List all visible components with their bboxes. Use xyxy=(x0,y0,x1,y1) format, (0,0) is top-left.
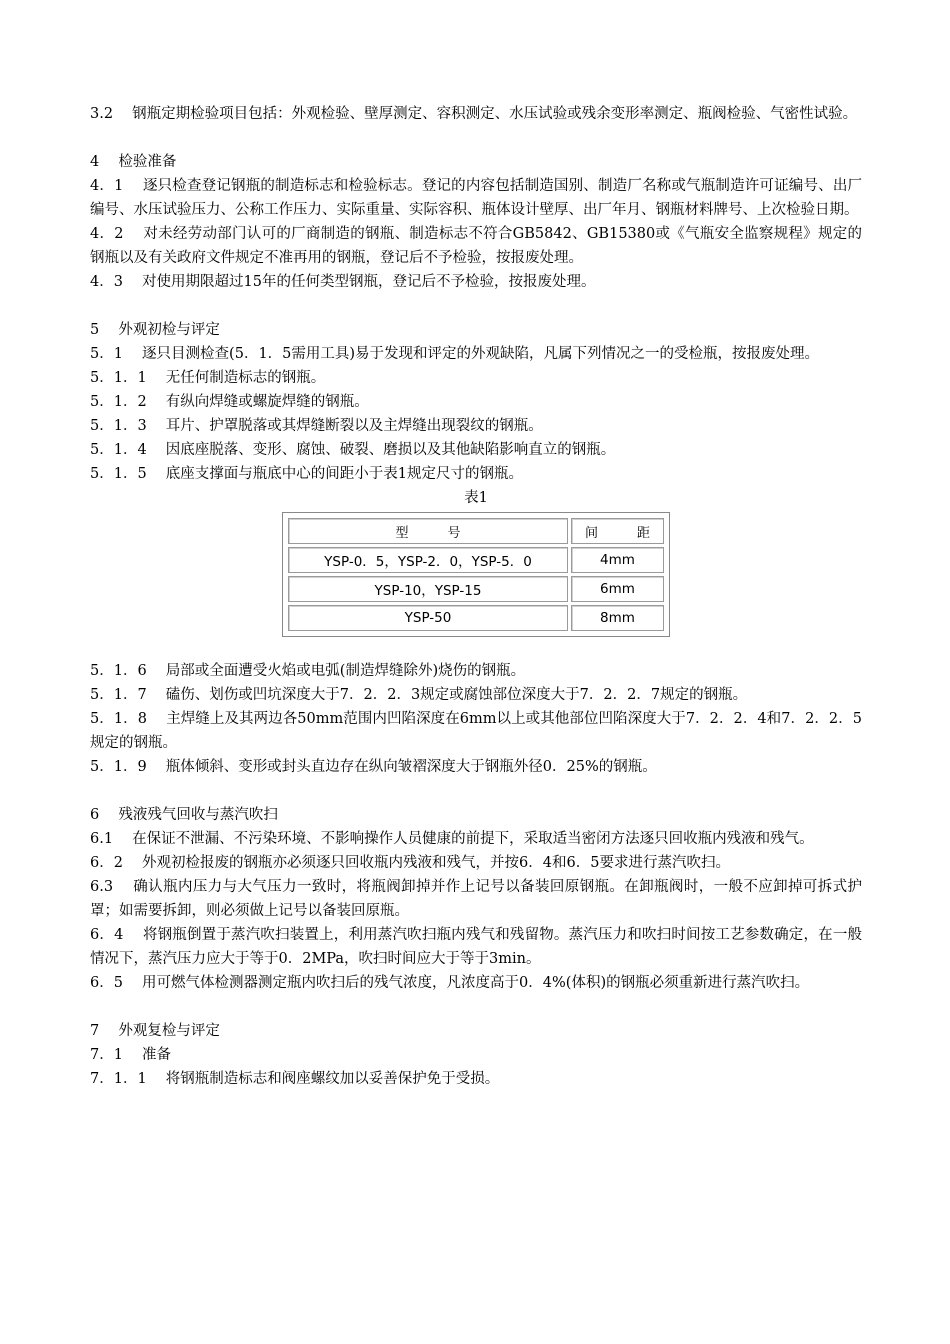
table-row xyxy=(288,576,664,602)
paragraph: 6．5 用可燃气体检测器测定瓶内吹扫后的残气浓度，凡浓度高于0．4%(体积)的钢瓶必须重新进行蒸汽吹扫。 xyxy=(90,975,810,991)
spacer xyxy=(90,779,862,803)
spacer xyxy=(90,294,862,318)
paragraph: 5．1．2 有纵向焊缝或螺旋焊缝的钢瓶。 xyxy=(90,394,369,410)
section-heading: 6 残液残气回收与蒸汽吹扫 xyxy=(90,807,278,823)
paragraph: 5．1．4 因底座脱落、变形、腐蚀、破裂、磨损以及其他缺陷影响直立的钢瓶。 xyxy=(90,442,616,458)
table-caption: 表1 xyxy=(464,490,488,506)
paragraph: 6．4 将钢瓶倒置于蒸汽吹扫装置上，利用蒸汽吹扫瓶内残气和残留物。蒸汽压力和吹扫时间按工艺参数确定，在一般情况下，蒸汽压力应大于等于0．2MPa，吹扫时间应大于等于3min。 xyxy=(90,927,862,967)
cell-gap: 6mm xyxy=(571,576,664,602)
section-heading: 7 外观复检与评定 xyxy=(90,1023,220,1039)
cell-model: YSP-0．5，YSP-2．0，YSP-5．0 xyxy=(288,547,568,573)
cell-gap: 4mm xyxy=(571,547,664,573)
paragraph: 6.1 在保证不泄漏、不污染环境、不影响操作人员健康的前提下，采取适当密闭方法逐只回收瓶内残液和残气。 xyxy=(90,831,814,847)
document-page xyxy=(90,102,862,1091)
cell-model: YSP-50 xyxy=(288,605,568,631)
paragraph: 4．2 对未经劳动部门认可的厂商制造的钢瓶、制造标志不符合GB5842、GB15380或《气瓶安全监察规程》规定的钢瓶以及有关政府文件规定不准再用的钢瓶，登记后不予检验，按报废处理。 xyxy=(90,226,862,266)
paragraph: 4．3 对使用期限超过15年的任何类型钢瓶，登记后不予检验，按报废处理。 xyxy=(90,274,596,290)
cell-gap: 8mm xyxy=(571,605,664,631)
paragraph: 7．1 准备 xyxy=(90,1047,172,1063)
header-gap: 间 距 xyxy=(571,518,664,544)
spacer xyxy=(90,995,862,1019)
table-row xyxy=(288,605,664,631)
paragraph: 6.3 确认瓶内压力与大气压力一致时，将瓶阀卸掉并作上记号以备装回原钢瓶。在卸瓶阀时，一般不应卸掉可拆式护罩；如需要拆卸，则必须做上记号以备装回原瓶。 xyxy=(90,879,862,919)
paragraph: 3.2 钢瓶定期检验项目包括：外观检验、壁厚测定、容积测定、水压试验或残余变形率测定、瓶阀检验、气密性试验。 xyxy=(90,106,858,122)
paragraph: 5．1．1 无任何制造标志的钢瓶。 xyxy=(90,370,326,386)
section-heading: 4 检验准备 xyxy=(90,154,177,170)
spacer xyxy=(90,126,862,150)
paragraph: 5．1．7 磕伤、划伤或凹坑深度大于7．2．2．3规定或腐蚀部位深度大于7．2．2．7规定的钢瓶。 xyxy=(90,687,748,703)
paragraph: 5．1．5 底座支撑面与瓶底中心的间距小于表1规定尺寸的钢瓶。 xyxy=(90,466,524,482)
paragraph: 5．1 逐只目测检查(5．1．5需用工具)易于发现和评定的外观缺陷，凡属下列情况之一的受检瓶，按报废处理。 xyxy=(90,346,820,362)
paragraph: 7．1．1 将钢瓶制造标志和阀座螺纹加以妥善保护免于受损。 xyxy=(90,1071,500,1087)
spacing-table xyxy=(282,512,670,637)
header-model: 型 号 xyxy=(288,518,568,544)
table-header-row xyxy=(288,518,664,544)
paragraph: 5．1．3 耳片、护罩脱落或其焊缝断裂以及主焊缝出现裂纹的钢瓶。 xyxy=(90,418,543,434)
paragraph: 5．1．8 主焊缝上及其两边各50mm范围内凹陷深度在6mm以上或其他部位凹陷深度大于7．2．2．4和7．2．2．5规定的钢瓶。 xyxy=(90,711,862,751)
table-row xyxy=(288,547,664,573)
spacer xyxy=(90,637,862,659)
paragraph: 6．2 外观初检报废的钢瓶亦必须逐只回收瓶内残液和残气，并按6．4和6．5要求进行蒸汽吹扫。 xyxy=(90,855,730,871)
paragraph: 5．1．6 局部或全面遭受火焰或电弧(制造焊缝除外)烧伤的钢瓶。 xyxy=(90,663,526,679)
paragraph: 5．1．9 瓶体倾斜、变形或封头直边存在纵向皱褶深度大于钢瓶外径0．25%的钢瓶。 xyxy=(90,759,657,775)
cell-model: YSP-10，YSP-15 xyxy=(288,576,568,602)
section-heading: 5 外观初检与评定 xyxy=(90,322,220,338)
paragraph: 4．1 逐只检查登记钢瓶的制造标志和检验标志。登记的内容包括制造国别、制造厂名称或气瓶制造许可证编号、出厂编号、水压试验压力、公称工作压力、实际重量、实际容积、瓶体设计壁厚、出厂年月、钢瓶材料牌号、上次检验日期。 xyxy=(90,178,862,218)
